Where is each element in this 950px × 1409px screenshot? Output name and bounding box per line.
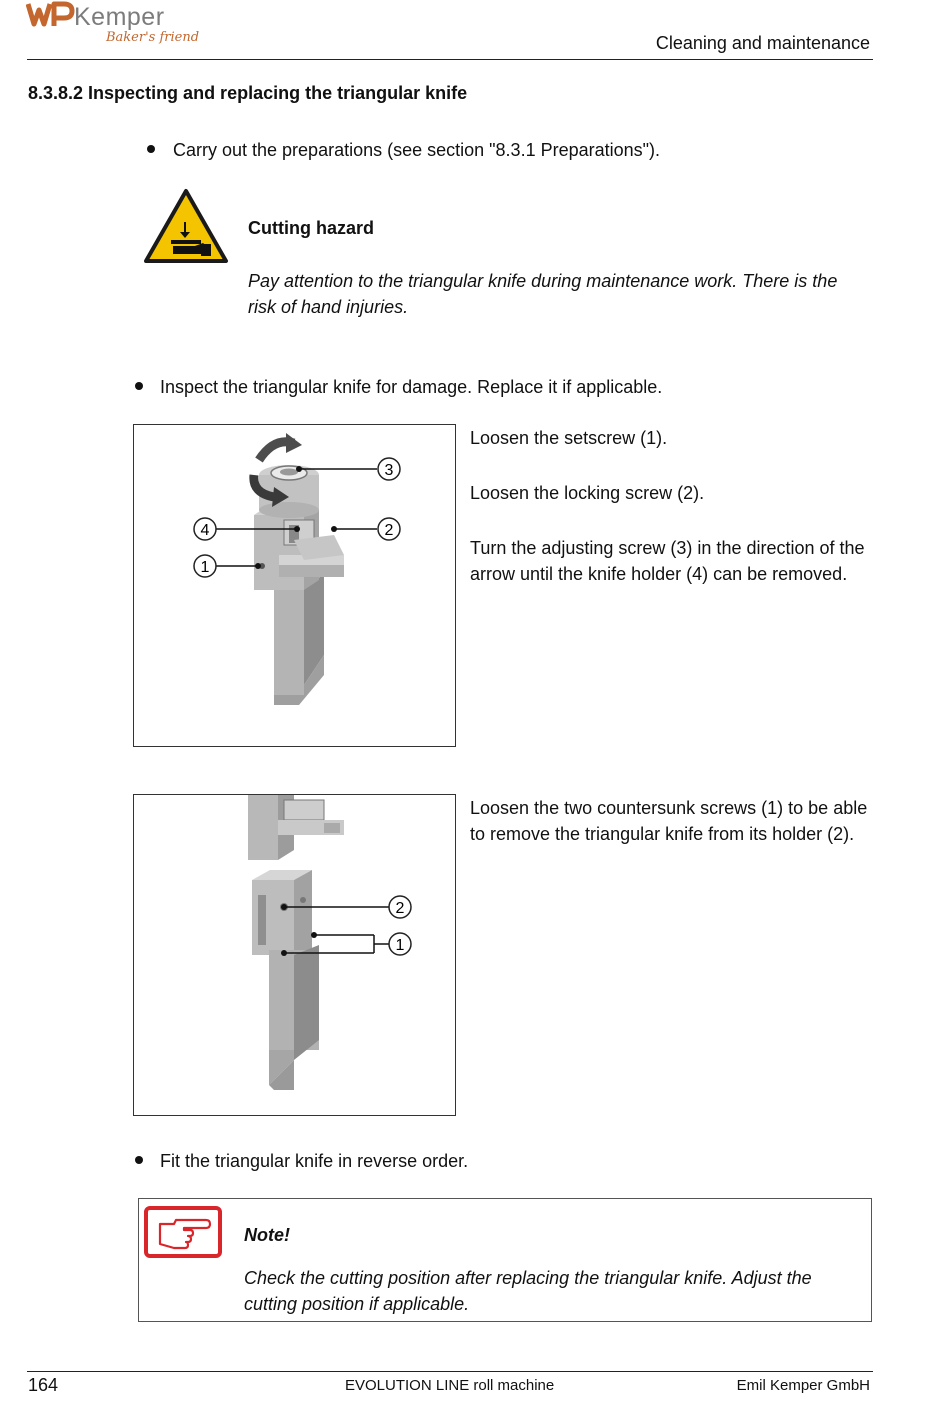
figure2-instructions: [470, 795, 870, 876]
header-divider: [27, 59, 873, 60]
warning-body: Pay attention to the triangular knife during maintenance work. There is the risk of hand injuries.: [248, 271, 838, 317]
callout-label: 2: [395, 900, 405, 917]
figure-knife-holder: [133, 424, 456, 747]
instruction-text: Loosen the locking screw (2).: [470, 483, 705, 503]
section-title: 8.3.8.2 Inspecting and replacing the triangular knife: [28, 83, 468, 103]
figure1-instructions: [470, 425, 870, 616]
header-title: Cleaning and maintenance: [655, 33, 870, 53]
hand-crush-warning-icon: [143, 188, 229, 264]
bullet-icon: [147, 145, 155, 153]
instruction-text: Loosen the setscrew (1).: [470, 428, 668, 448]
page-number: 164: [28, 1375, 59, 1395]
footer-company: Emil Kemper GmbH: [736, 1377, 870, 1394]
logo-tagline: Baker's friend: [106, 30, 200, 45]
bullet-icon: [135, 1156, 143, 1164]
pointing-hand-icon: [144, 1206, 222, 1258]
callout-label: 1: [200, 559, 210, 576]
callout-label: 3: [384, 462, 394, 479]
callout-label: 2: [384, 522, 394, 539]
callout-label: 4: [200, 522, 210, 539]
instruction-text: Turn the adjusting screw (3) in the direction of the arrow until the knife holder (4) can be removed.: [470, 538, 865, 584]
knife-removal-illustration: [134, 795, 455, 1115]
warning-heading: Cutting hazard: [248, 218, 374, 238]
note-heading: Note!: [244, 1225, 290, 1245]
knife-holder-illustration: [134, 425, 455, 746]
step-preparations: Carry out the preparations (see section "8.3.1 Preparations").: [173, 140, 661, 160]
step-fit: Fit the triangular knife in reverse order.: [160, 1151, 469, 1171]
footer-divider: [27, 1371, 873, 1372]
instruction-text: Loosen the two countersunk screws (1) to be able to remove the triangular knife from its holder (2).: [470, 798, 868, 844]
note-body: Check the cutting position after replacing the triangular knife. Adjust the cutting position if applicable.: [244, 1268, 812, 1314]
figure-knife-removal: [133, 794, 456, 1116]
callout-label: 1: [395, 937, 405, 954]
kemper-logo-mark-icon: [26, 0, 76, 32]
logo-wordmark: Kemper: [74, 3, 165, 31]
step-inspect: Inspect the triangular knife for damage. Replace it if applicable.: [160, 377, 663, 397]
bullet-icon: [135, 382, 143, 390]
footer-product: EVOLUTION LINE roll machine: [345, 1377, 555, 1394]
